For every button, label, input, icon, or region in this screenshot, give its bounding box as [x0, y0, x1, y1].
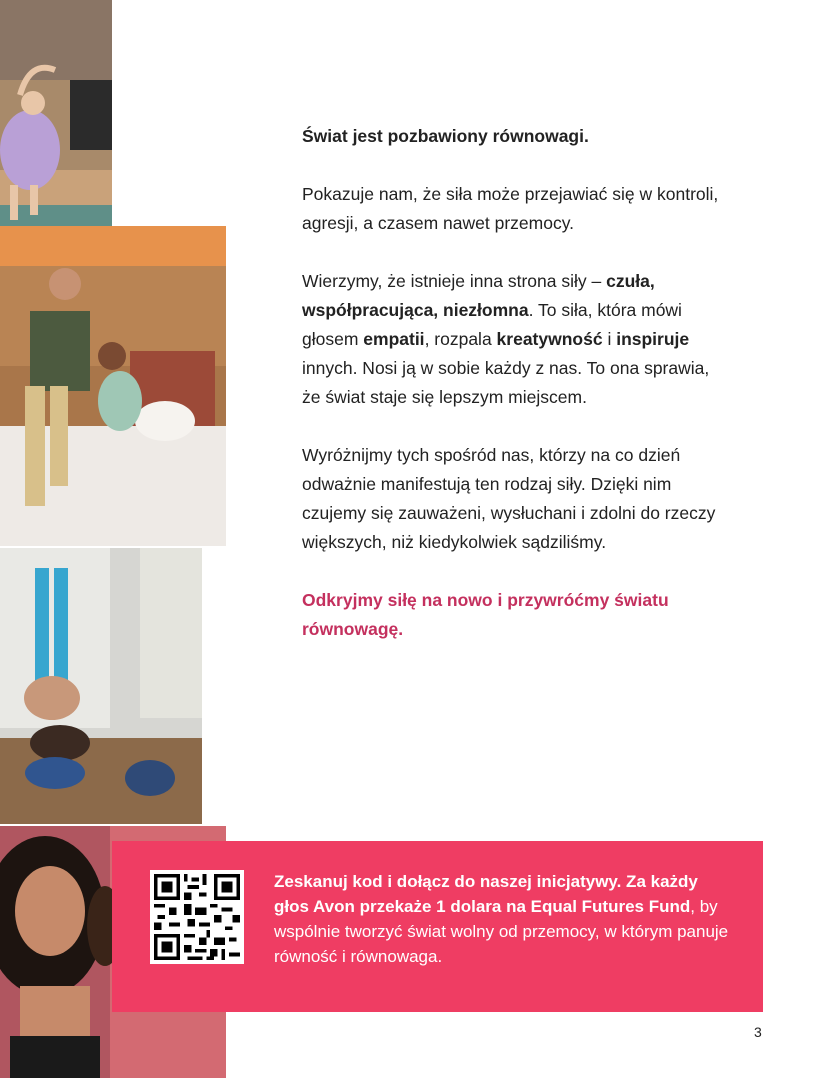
photo-father-daughter-bed — [0, 226, 226, 546]
paragraph-2-bold: czuła, współpracująca, niezłomna — [302, 271, 655, 320]
paragraph-2-text: i — [602, 329, 617, 349]
page-number: 3 — [754, 1024, 762, 1040]
paragraph-3: Wyróżnijmy tych spośród nas, którzy na co dzień odważnie manifestują ten rodzaj siły. Dzięki nim czujemy się zauważeni, wysłuchani i zdolni do rzeczy większych, niż kiedykolwiek sądziliśmy. — [302, 445, 716, 552]
photo-yoga-family — [0, 548, 202, 824]
paragraph-2-text: . To siła, która mówi głosem — [302, 300, 682, 349]
qr-code-icon[interactable] — [150, 870, 244, 964]
paragraph-2 — [302, 267, 722, 412]
call-to-action: Odkryjmy siłę na nowo i przywróćmy światu równowagę. — [302, 590, 669, 639]
qr-banner — [112, 841, 763, 1012]
banner-bold-text: Zeskanuj kod i dołącz do naszej inicjatywy. Za każdy głos Avon przekaże 1 dolara na Equal Futures Fund — [274, 872, 698, 916]
paragraph-2-text: Wierzymy, że istnieje inna strona siły – — [302, 271, 607, 291]
paragraph-2-bold: inspiruje — [616, 329, 690, 349]
paragraph-2-text: , rozpala — [424, 329, 497, 349]
paragraph-2-text: innych. Nosi ją w sobie każdy z nas. To ona sprawia, że świat staje się lepszym miejscem. — [302, 358, 710, 407]
banner-text — [274, 869, 734, 969]
heading: Świat jest pozbawiony równowagi. — [302, 126, 589, 146]
main-text — [302, 122, 722, 673]
paragraph-1: Pokazuje nam, że siła może przejawiać się w kontroli, agresji, a czasem nawet przemocy. — [302, 184, 719, 233]
paragraph-2-bold: kreatywność — [496, 329, 603, 349]
banner-normal-text: , by wspólnie tworzyć świat wolny od przemocy, w którym panuje równość i równowaga. — [274, 897, 729, 966]
photo-girl-dancing — [0, 0, 112, 250]
paragraph-2-bold: empatii — [363, 329, 425, 349]
